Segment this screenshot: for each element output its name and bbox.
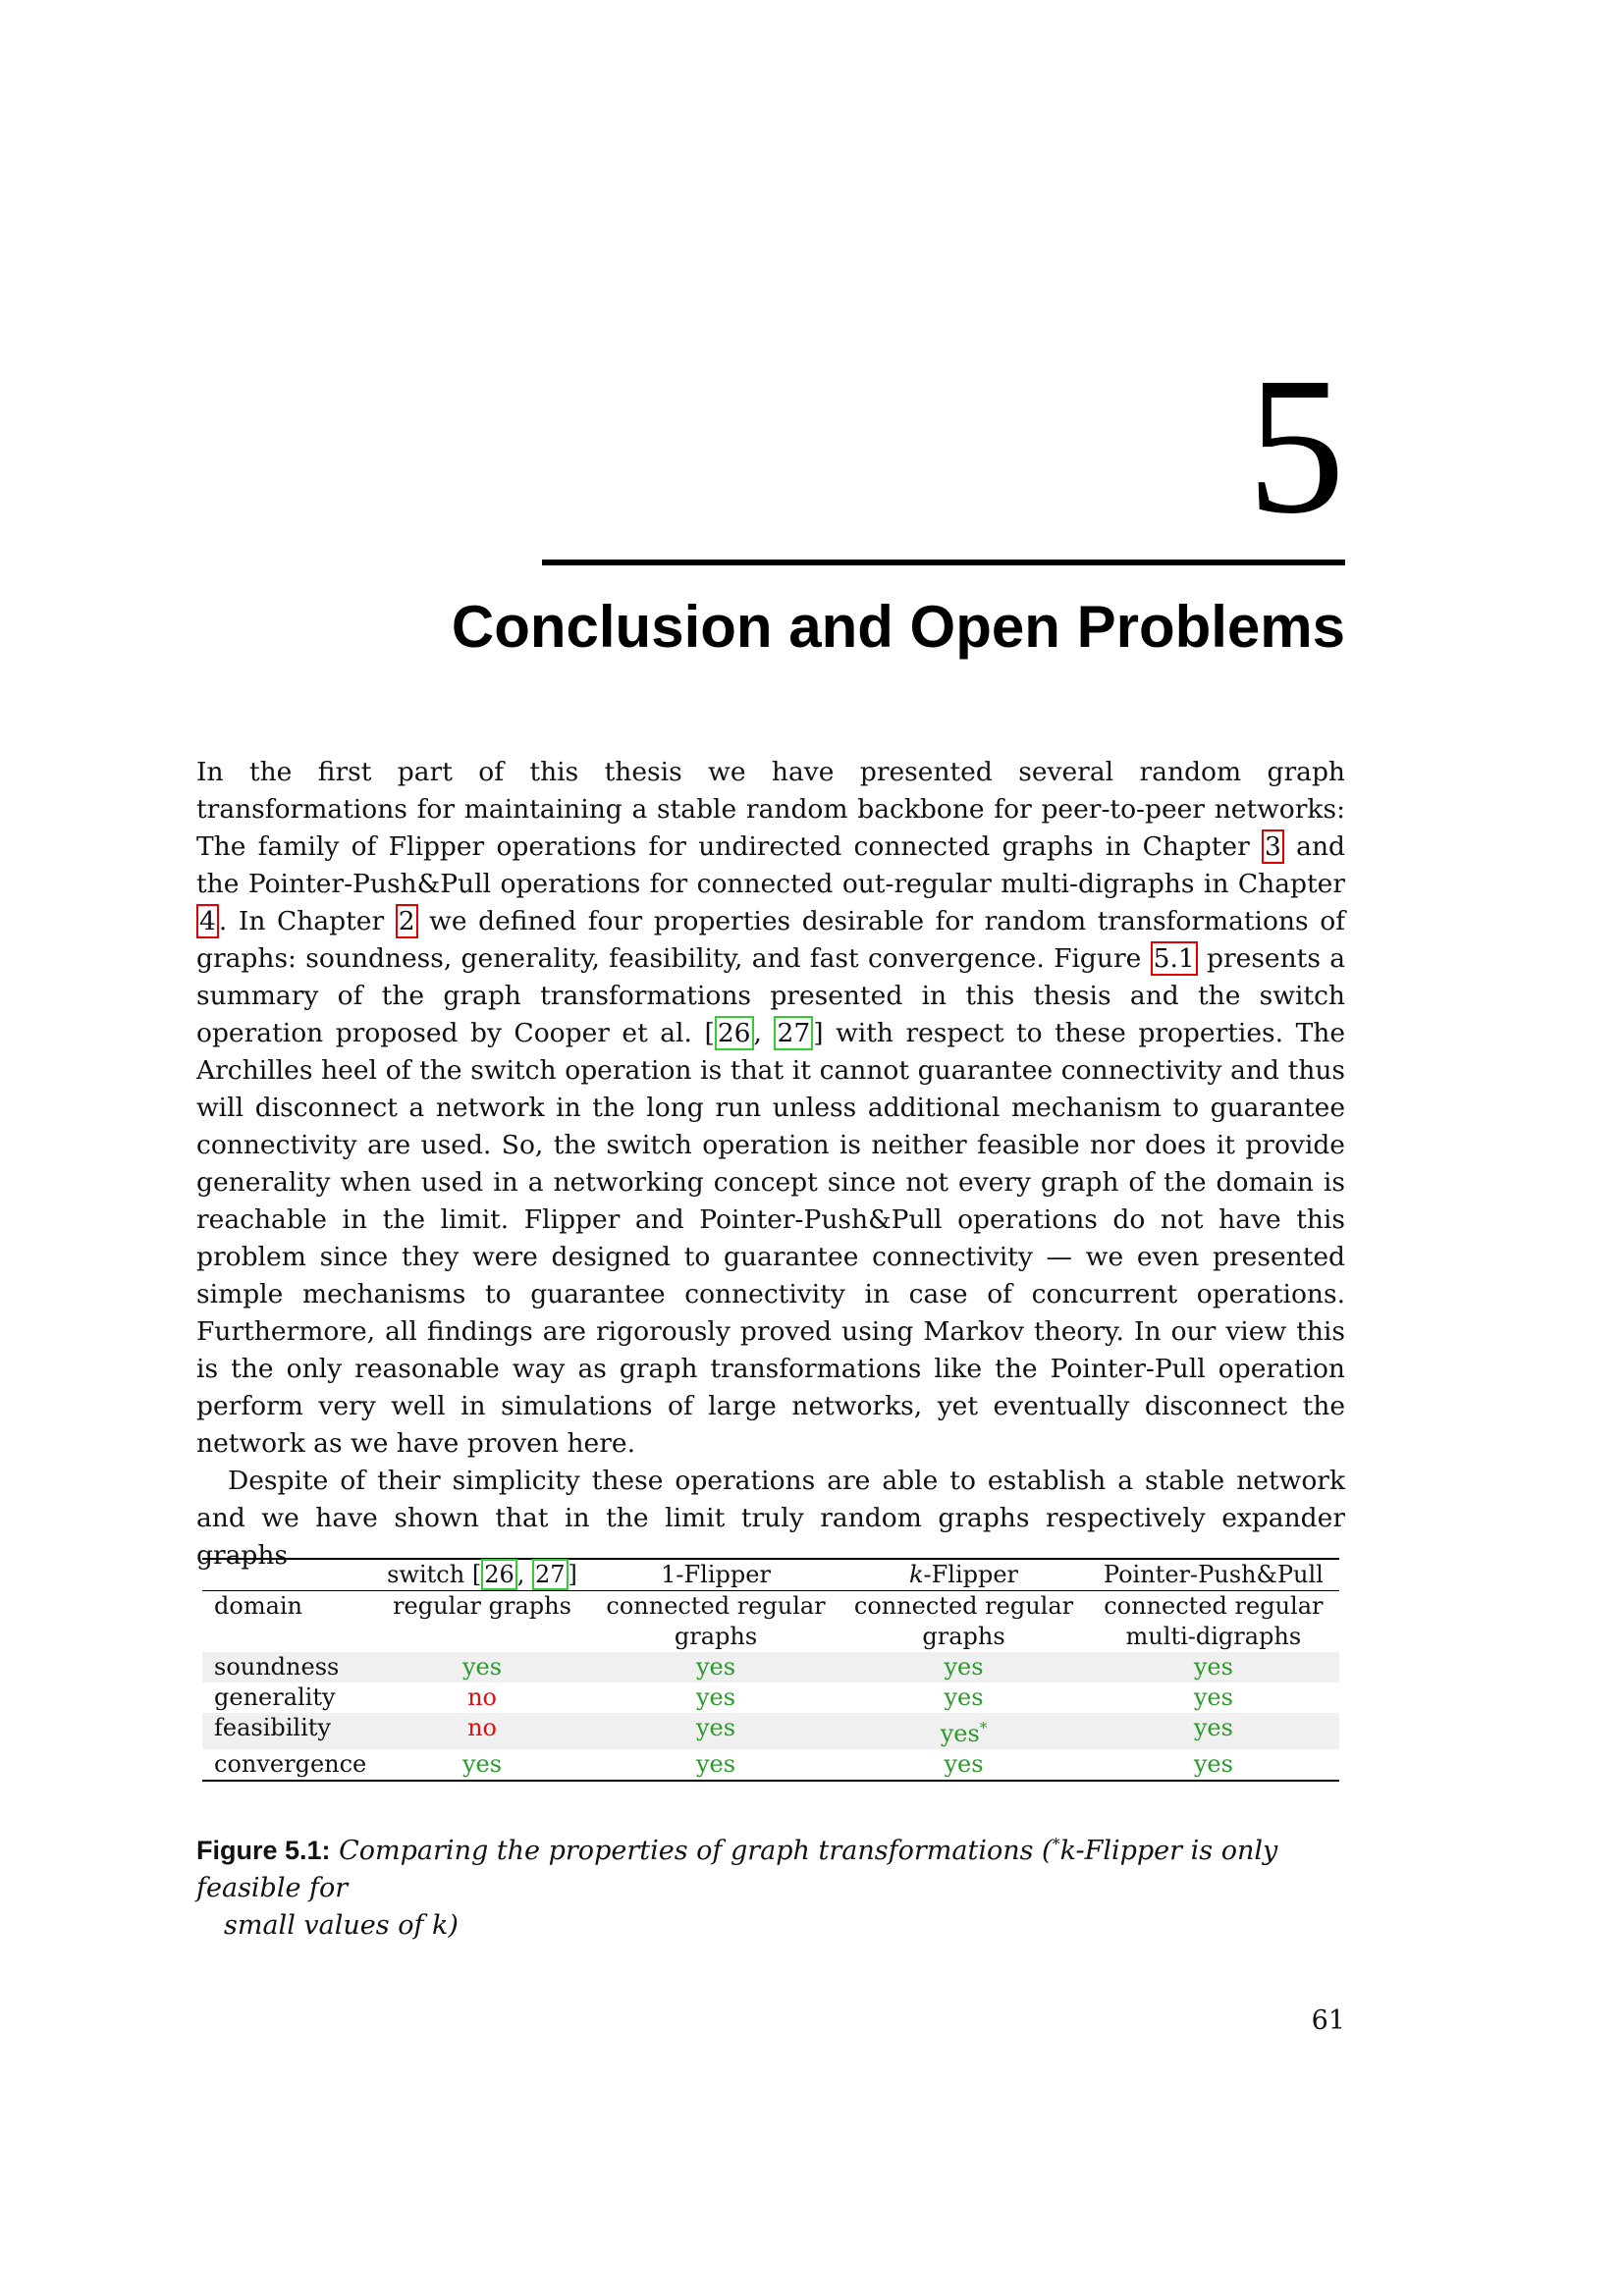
cell: no <box>467 1714 497 1741</box>
figure-5-1-link[interactable]: 5.1 <box>1151 941 1198 976</box>
header-empty <box>202 1559 372 1591</box>
caption-label: Figure 5.1: <box>196 1836 331 1865</box>
cell: connected regular graphs <box>853 1592 1074 1650</box>
cell: yes <box>1193 1714 1233 1741</box>
cell: yes <box>944 1653 984 1681</box>
figure-caption <box>196 1826 1345 1945</box>
row-label: domain <box>214 1592 303 1620</box>
chapter-rule <box>542 560 1345 565</box>
header-k-flipper: k-Flipper <box>908 1561 1019 1588</box>
cell: yes <box>944 1750 984 1778</box>
citation-27-link[interactable]: 27 <box>774 1016 813 1050</box>
footnote-mark: * <box>979 1719 988 1736</box>
cell: yes <box>461 1653 503 1681</box>
table-row-convergence <box>202 1749 1339 1781</box>
cell: yes <box>695 1750 736 1778</box>
header-citation-27-link[interactable]: 27 <box>532 1559 568 1590</box>
cell: yes* <box>940 1719 988 1747</box>
chapter-3-link[interactable]: 3 <box>1262 829 1284 864</box>
cell: no <box>467 1683 497 1711</box>
chapter-2-link[interactable]: 2 <box>396 904 418 938</box>
chapter-title: Conclusion and Open Problems <box>451 594 1345 660</box>
header-citation-26-link[interactable]: 26 <box>481 1559 517 1590</box>
header-switch: switch [ 26 , 27 ] <box>387 1561 577 1588</box>
cell: regular graphs <box>393 1592 571 1620</box>
cell: yes <box>1193 1683 1233 1711</box>
paragraph-1: In the first part of this thesis we have presented several random graph transformations for maintaining a stable random backbone for peer-to-peer networks: The family of Flipper operations for undirected connected graphs in Chapter 3 and the Pointer-Push&Pull operations for connected out-regular multi-digraphs in Chapter 4 . In Chapter 2 we defined four properties desirable for random transformations of graphs: soundness, generality, feasibility, and fast convergence. Figure 5.1 presents a summary of the graph transformations presented in this thesis and the switch operation proposed by Cooper et al. [ 26 , 27 ] with respect to these properties. The Archilles heel of the switch operation is that it cannot guarantee connectivity and thus will disconnect a network in the long run unless additional mechanism to guarantee connectivity are used. So, the switch operation is neither feasible nor does it provide generality when used in a networking concept since not every graph of the domain is reachable in the limit. Flipper and Pointer-Push&Pull operations do not have this problem since they were designed to guarantee connectivity — we even presented simple mechanisms to guarantee connectivity in case of concurrent operations. Furthermore, all findings are rigorously proved using Markov theory. In our view this is the only reasonable way as graph transformations like the Pointer-Pull operation perform very well in simulations of large networks, yet eventually disconnect the network as we have proven here. <box>196 757 1346 1459</box>
cell: yes <box>695 1714 736 1741</box>
row-label: soundness <box>214 1653 340 1681</box>
comparison-table <box>202 1558 1339 1782</box>
chapter-number: 5 <box>1247 338 1345 555</box>
header-pointer-push-pull: Pointer-Push&Pull <box>1103 1561 1324 1588</box>
paragraph-2: Despite of their simplicity these operations are able to establish a stable network and we have shown that in the limit truly random graphs respectively expander graphs <box>196 1466 1345 1571</box>
citation-26-link[interactable]: 26 <box>715 1016 754 1050</box>
row-label: convergence <box>214 1750 367 1778</box>
page-number: 61 <box>1311 2005 1345 2036</box>
cell: yes <box>695 1683 736 1711</box>
chapter-4-link[interactable]: 4 <box>196 904 219 938</box>
caption-text: Comparing the properties of graph transformations (*k-Flipper is only feasible for <box>196 1835 1278 1903</box>
row-label: generality <box>214 1683 336 1711</box>
cell: connected regular multi-digraphs <box>1104 1592 1324 1650</box>
cell: yes <box>461 1750 503 1778</box>
cell: yes <box>944 1683 984 1711</box>
cell: yes <box>1193 1750 1233 1778</box>
table-row-generality <box>202 1682 1339 1713</box>
body-text <box>196 754 1345 1575</box>
caption-text-continued: small values of k) <box>224 1910 459 1941</box>
table-row-feasibility <box>202 1713 1339 1749</box>
table-row-domain <box>202 1591 1339 1653</box>
cell: yes <box>1193 1653 1233 1681</box>
cell: yes <box>695 1653 736 1681</box>
table-header-row <box>202 1559 1339 1591</box>
row-label: feasibility <box>214 1714 331 1741</box>
table-row-soundness <box>202 1652 1339 1682</box>
cell: connected regular graphs <box>606 1592 826 1650</box>
header-1-flipper: 1-Flipper <box>661 1561 771 1588</box>
